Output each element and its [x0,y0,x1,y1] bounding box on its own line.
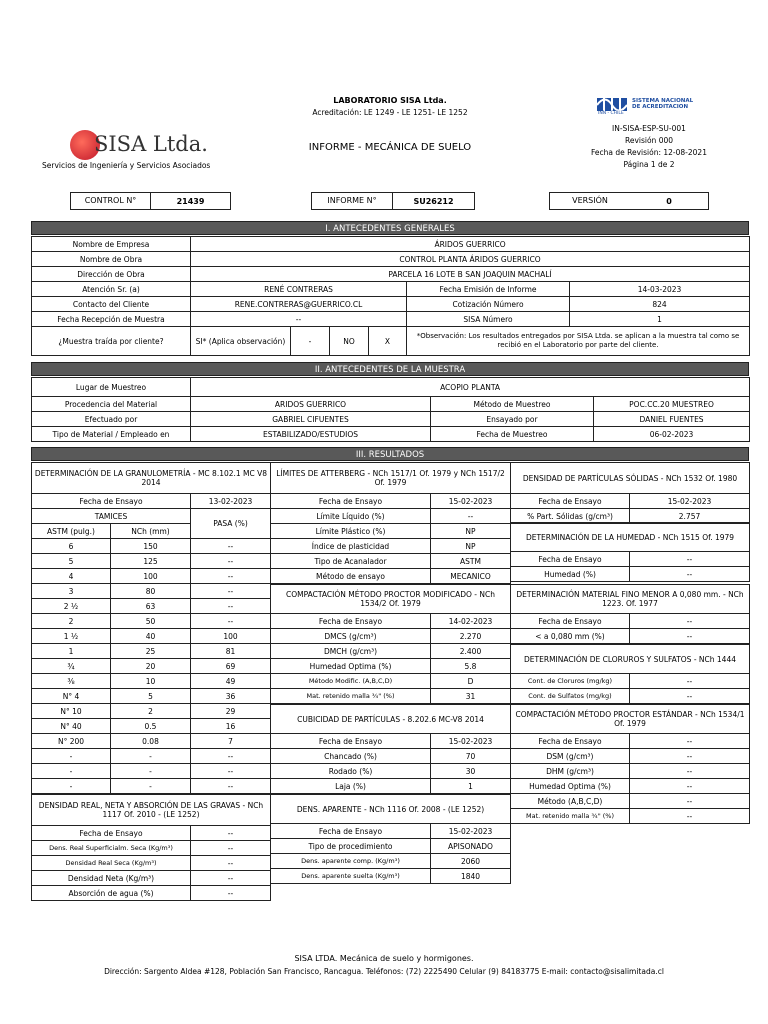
table-cell: 15-02-2023 [630,494,750,509]
table-cell: 15-02-2023 [431,824,511,839]
table-row [32,674,271,689]
table-cell: - [111,779,191,794]
table-cell: 25 [111,644,191,659]
table-row [32,886,271,901]
table-cell: -- [630,749,750,764]
table-cell: 6 [32,539,111,554]
table-cell: 30 [431,764,511,779]
sample-table [31,377,750,442]
table-row [32,689,271,704]
table-cell: 69 [191,659,271,674]
table-row [511,629,750,644]
table-row [32,856,271,871]
table-cell: -- [630,764,750,779]
table-cell: 80 [111,584,191,599]
table-cell: 5.8 [431,659,511,674]
table-row: ASTM (pulg.) NCh (mm) [32,524,271,539]
table-row [32,871,271,886]
control-number: 21439 [176,196,205,206]
table-cell: Método de ensayo [271,569,431,584]
report-title: INFORME - MECÁNICA DE SUELO [308,142,472,153]
table-cell: 2.400 [431,644,511,659]
table-cell: -- [191,886,271,901]
table-cell: 63 [111,599,191,614]
table-cell: Tipo de Acanalador [271,554,431,569]
apparent-density-table [270,794,511,884]
table-cell: 16 [191,719,271,734]
table-row [32,554,271,569]
table-row [511,567,750,582]
table-cell: < a 0,080 mm (%) [511,629,630,644]
table-row [271,869,511,884]
table-cell: 2 ½ [32,599,111,614]
version-number: 0 [666,196,672,206]
granulometry-table [31,462,271,794]
table-row: DENSIDAD REAL, NETA Y ABSORCIÓN DE LAS GRAVAS - NCh 1117 Of. 2010 - (LE 1252) [32,795,271,826]
table-cell: ASTM [431,554,511,569]
sisa-logo [70,130,220,160]
lab-name: LABORATORIO SISA Ltda. [333,96,447,105]
table-row [511,749,750,764]
informe-number: SU26212 [413,196,454,206]
table-cell: Tipo de procedimiento [271,839,431,854]
table-row [32,719,271,734]
table-row [511,552,750,567]
table-row [32,539,271,554]
table-cell: DHM (g/cm³) [511,764,630,779]
table-cell: Dens. Real Superficialm. Seca (Kg/m³) [32,841,191,856]
table-cell: APISONADO [431,839,511,854]
granulometry-body [32,539,271,794]
table-cell: Cont. de Cloruros (mg/kg) [511,674,630,689]
table-row [511,809,750,824]
table-cell: - [111,749,191,764]
table-row [271,614,511,629]
table-cell: -- [191,599,271,614]
table-row [32,704,271,719]
table-cell: Mat. retenido malla ¾" (%) [511,809,630,824]
footer-company: SISA LTDA. Mecánica de suelo y hormigones. [294,954,474,963]
table-cell: Fecha de Ensayo [32,826,191,841]
table-cell: 100 [111,569,191,584]
logo-text: SISA Ltda. [94,132,208,156]
table-cell: Humedad (%) [511,567,630,582]
table-row: COMPACTACIÓN MÉTODO PROCTOR ESTÁNDAR - NCh 1534/1 Of. 1979 [511,705,750,734]
table-row: DENS. APARENTE - NCh 1116 Of. 2008 - (LE 1252) [271,795,511,824]
table-row: Lugar de Muestreo ACOPIO PLANTA [32,378,750,397]
table-cell: 50 [111,614,191,629]
table-cell: -- [191,749,271,764]
section-results-header: III. RESULTADOS [31,447,749,461]
section-sample-header: II. ANTECEDENTES DE LA MUESTRA [31,362,749,376]
table-cell: -- [191,871,271,886]
table-cell: % Part. Sólidas (g/cm³) [511,509,630,524]
table-row [271,689,511,704]
table-cell: 31 [431,689,511,704]
moisture-table [510,522,750,582]
table-row [271,494,511,509]
table-row: DETERMINACIÓN DE LA GRANULOMETRÍA - MC 8.102.1 MC V8 2014 [32,463,271,494]
table-row [32,614,271,629]
table-cell: Chancado (%) [271,749,431,764]
table-cell: -- [191,764,271,779]
table-row [271,659,511,674]
table-cell: -- [630,629,750,644]
table-row [271,629,511,644]
table-cell: -- [431,509,511,524]
table-cell: -- [630,779,750,794]
table-row [32,569,271,584]
table-cell: Fecha de Ensayo [511,614,630,629]
table-cell: Fecha de Ensayo [271,824,431,839]
table-row [32,599,271,614]
table-cell: Dens. aparente comp. (Kg/m³) [271,854,431,869]
table-cell: -- [630,794,750,809]
table-row: Procedencia del Material ARIDOS GUERRICO Método de Muestreo POC.CC.20 MUESTREO [32,397,750,412]
table-cell: Método Modific. (A,B,C,D) [271,674,431,689]
table-cell: 1 ½ [32,629,111,644]
table-cell: Fecha de Ensayo [271,614,431,629]
doc-code: IN-SISA-ESP-SU-001 [612,124,686,133]
table-cell: Fecha de Ensayo [271,494,431,509]
table-row [271,644,511,659]
table-row [32,749,271,764]
cubicity-table [270,704,511,794]
table-row [511,779,750,794]
table-cell: 20 [111,659,191,674]
table-row [32,644,271,659]
table-cell: Mat. retenido malla ¾" (%) [271,689,431,704]
table-cell: 5 [32,554,111,569]
table-cell: 2 [32,614,111,629]
table-row [32,734,271,749]
table-cell: 2.270 [431,629,511,644]
table-cell: 150 [111,539,191,554]
table-cell: Fecha de Ensayo [271,734,431,749]
footer-address: Dirección: Sargento Aldea #128, Población San Francisco, Rancagua. Teléfonos: (72) 2225490 Celular (9) 84183775 E-mail: contacto@sisalimitada.cl [104,967,664,976]
table-cell: Densidad Real Seca (Kg/m³) [32,856,191,871]
table-row [511,794,750,809]
table-cell: Fecha de Ensayo [511,734,630,749]
version-box: VERSIÓN 0 [549,192,709,210]
table-row [271,749,511,764]
table-cell: Índice de plasticidad [271,539,431,554]
table-row [271,734,511,749]
table-row [271,779,511,794]
revision: Revisión 000 [624,136,674,145]
table-cell: 1 [32,644,111,659]
table-cell: 1840 [431,869,511,884]
table-cell: Laja (%) [271,779,431,794]
table-cell: 3 [32,584,111,599]
revision-date: Fecha de Revisión: 12-08-2021 [591,148,707,157]
table-row: ¿Muestra traída por cliente? SI* (Aplica observación) - NO X *Observación: Los resultados entregados por SISA Ltda. se aplican a la muestra tal como se recibió en el Laboratorio por parte del cliente. [32,327,750,356]
table-cell: -- [191,584,271,599]
table-row: LÍMITES DE ATTERBERG - NCh 1517/1 Of. 1979 y NCh 1517/2 Of. 1979 [271,463,511,494]
table-row [271,539,511,554]
table-cell: 2 [111,704,191,719]
table-cell: D [431,674,511,689]
table-cell: -- [191,841,271,856]
table-cell: 125 [111,554,191,569]
table-row: TAMICES PASA (%) [32,509,271,524]
table-row [271,824,511,839]
general-table [31,236,750,356]
table-row: Nombre de Empresa ÁRIDOS GUERRICO [32,237,750,252]
real-density-table [31,794,271,901]
accreditation: Acreditación: LE 1249 - LE 1251- LE 1252 [312,108,468,117]
table-cell: -- [630,552,750,567]
table-cell: 14-02-2023 [431,614,511,629]
table-cell: -- [191,569,271,584]
table-cell: -- [191,779,271,794]
table-cell: Límite Plástico (%) [271,524,431,539]
table-cell: - [111,764,191,779]
table-row [32,779,271,794]
table-cell: DMCS (g/cm³) [271,629,431,644]
table-row [271,764,511,779]
table-cell: 81 [191,644,271,659]
table-cell: ⅜ [32,674,111,689]
table-cell: N° 4 [32,689,111,704]
section-general-header: I. ANTECEDENTES GENERALES [31,221,749,235]
table-row: CUBICIDAD DE PARTÍCULAS - 8.202.6 MC-V8 2014 [271,705,511,734]
table-cell: -- [191,826,271,841]
table-row [271,509,511,524]
table-row [32,584,271,599]
table-cell: Dens. aparente suelta (Kg/m³) [271,869,431,884]
table-cell: DMCH (g/cm³) [271,644,431,659]
table-row: Fecha Recepción de Muestra -- SISA Número 1 [32,312,750,327]
table-cell: 0.08 [111,734,191,749]
table-cell: Densidad Neta (Kg/m³) [32,871,191,886]
page-number: Página 1 de 2 [623,160,675,169]
table-cell: MECANICO [431,569,511,584]
table-row [271,554,511,569]
table-cell: -- [191,539,271,554]
proctor-modified-table [270,584,511,704]
table-cell: NP [431,539,511,554]
table-cell: 4 [32,569,111,584]
table-cell: Fecha de Ensayo [511,494,630,509]
table-row: DETERMINACIÓN DE LA HUMEDAD - NCh 1515 Of. 1979 [511,523,750,552]
table-cell: Fecha de Ensayo [511,552,630,567]
table-cell: -- [191,554,271,569]
table-cell: 2060 [431,854,511,869]
table-row [32,826,271,841]
table-row [511,764,750,779]
table-cell: - [32,749,111,764]
table-cell: Método (A,B,C,D) [511,794,630,809]
chlorides-table [510,644,750,704]
table-cell: 0.5 [111,719,191,734]
table-cell: N° 10 [32,704,111,719]
table-row: Dirección de Obra PARCELA 16 LOTE B SAN JOAQUIN MACHALÍ [32,267,750,282]
table-cell: -- [630,614,750,629]
observation-note: *Observación: Los resultados entregados por SISA Ltda. se aplican a la muestra tal como se recibió en el Laboratorio por parte del cliente. [407,327,750,356]
informe-number-box: INFORME N° SU26212 [311,192,475,210]
table-cell: 1 [431,779,511,794]
table-row: DENSIDAD DE PARTÍCULAS SÓLIDAS - NCh 1532 Of. 1980 [511,463,750,494]
control-number-box: CONTROL N° 21439 [70,192,231,210]
table-cell: Absorción de agua (%) [32,886,191,901]
table-cell: Cont. de Sulfatos (mg/kg) [511,689,630,704]
table-row [32,764,271,779]
table-row [271,839,511,854]
table-cell: N° 200 [32,734,111,749]
table-row: Efectuado por GABRIEL CIFUENTES Ensayado por DANIEL FUENTES [32,412,750,427]
inn-logo: SISTEMA NACIONAL DE ACREDITACION INN - CHILE [598,98,694,116]
table-row [511,674,750,689]
table-cell: Humedad Optima (%) [511,779,630,794]
table-cell: ¾ [32,659,111,674]
table-row [271,569,511,584]
table-cell: -- [630,567,750,582]
table-row [511,614,750,629]
table-cell: - [32,764,111,779]
table-cell: Límite Líquido (%) [271,509,431,524]
particle-density-table [510,462,750,524]
table-row [32,659,271,674]
table-row [511,494,750,509]
table-cell: -- [191,614,271,629]
table-cell: -- [191,856,271,871]
table-row [511,734,750,749]
table-cell: N° 40 [32,719,111,734]
table-cell: 70 [431,749,511,764]
table-cell: -- [630,689,750,704]
table-row [511,689,750,704]
table-cell: - [32,779,111,794]
table-cell: 5 [111,689,191,704]
table-cell: 15-02-2023 [431,734,511,749]
table-row [32,841,271,856]
table-cell: NP [431,524,511,539]
logo-subtitle: Servicios de Ingeniería y Servicios Asociados [42,161,211,170]
table-cell: 15-02-2023 [431,494,511,509]
table-row: DETERMINACIÓN DE CLORUROS Y SULFATOS - NCh 1444 [511,645,750,674]
table-row: Atención Sr. (a) RENÉ CONTRERAS Fecha Emisión de Informe 14-03-2023 [32,282,750,297]
table-cell: -- [630,809,750,824]
table-row: Contacto del Cliente RENE.CONTRERAS@GUERRICO.CL Cotización Número 824 [32,297,750,312]
atterberg-table [270,462,511,584]
table-cell: 2.757 [630,509,750,524]
table-row [271,854,511,869]
table-cell: 40 [111,629,191,644]
table-cell: 10 [111,674,191,689]
table-cell: 29 [191,704,271,719]
table-cell: DSM (g/cm³) [511,749,630,764]
table-row: DETERMINACIÓN MATERIAL FINO MENOR A 0,080 mm. - NCh 1223. Of. 1977 [511,585,750,614]
table-row: Tipo de Material / Empleado en ESTABILIZADO/ESTUDIOS Fecha de Muestreo 06-02-2023 [32,427,750,442]
table-row: Fecha de Ensayo 13-02-2023 [32,494,271,509]
table-cell: Humedad Optima (%) [271,659,431,674]
fine-material-table [510,584,750,644]
table-cell: 36 [191,689,271,704]
table-row: Nombre de Obra CONTROL PLANTA ÁRIDOS GUERRICO [32,252,750,267]
table-row [271,524,511,539]
table-cell: 100 [191,629,271,644]
table-cell: 49 [191,674,271,689]
table-cell: 7 [191,734,271,749]
table-cell: -- [630,734,750,749]
table-row [32,629,271,644]
table-row [271,674,511,689]
table-cell: -- [630,674,750,689]
table-cell: Rodado (%) [271,764,431,779]
table-row: COMPACTACIÓN MÉTODO PROCTOR MODIFICADO - NCh 1534/2 Of. 1979 [271,585,511,614]
proctor-standard-table [510,704,750,824]
